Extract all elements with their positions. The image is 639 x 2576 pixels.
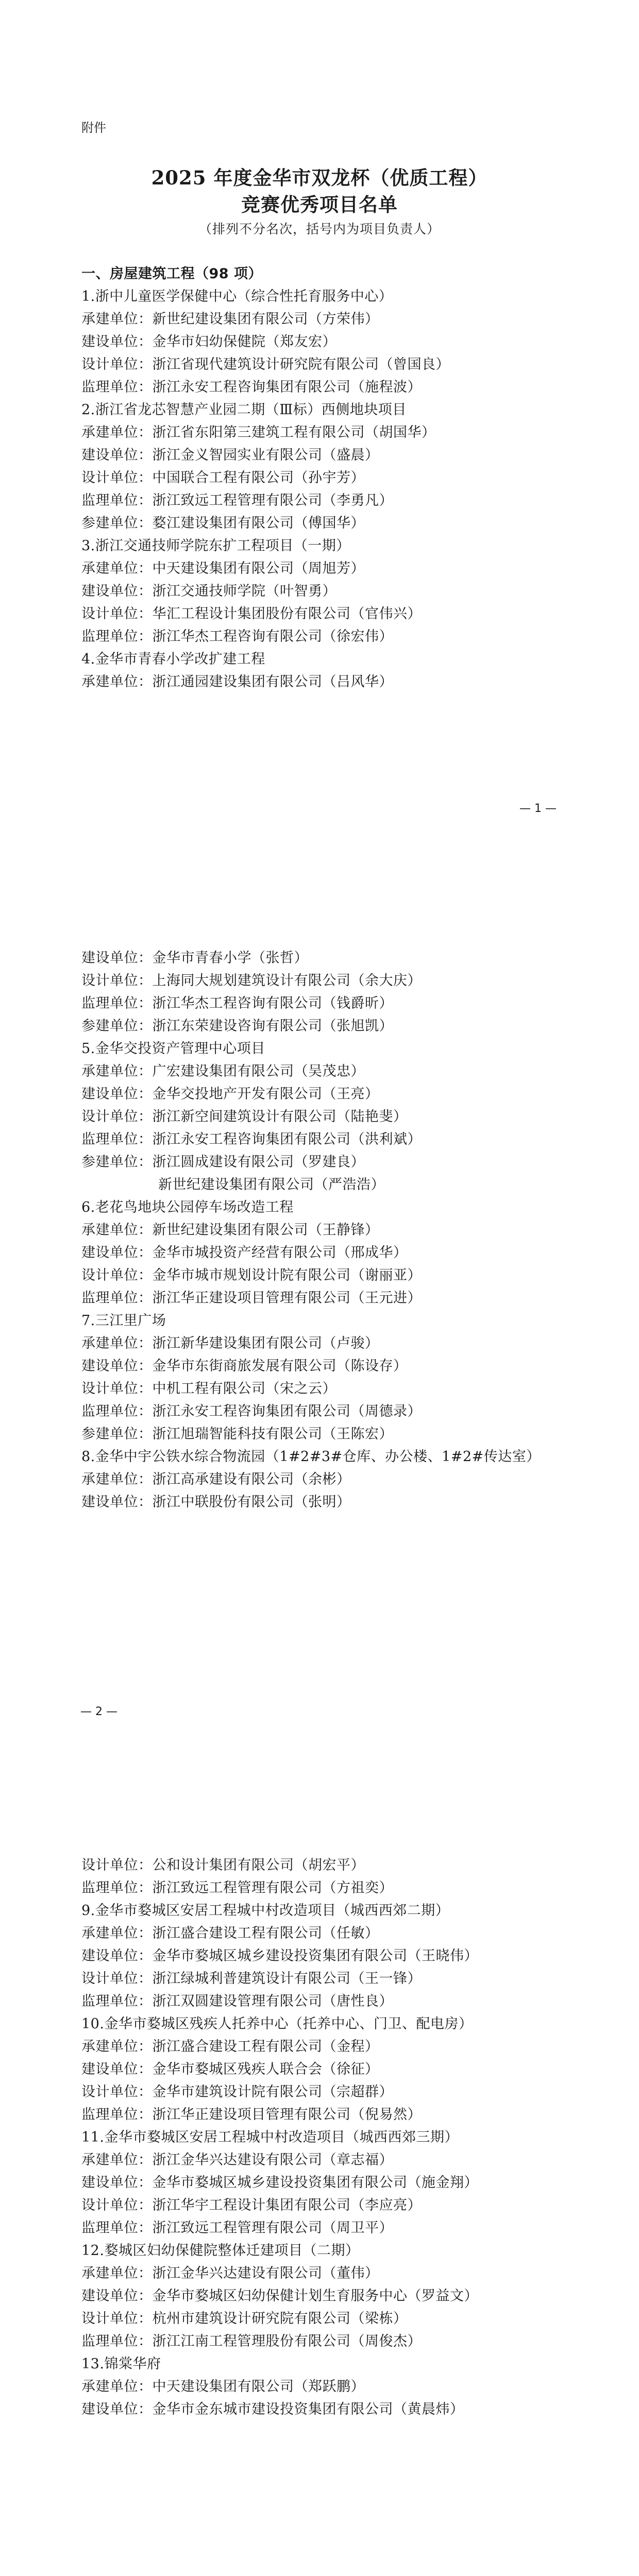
unit-entry: 建设单位：浙江交通技师学院（叶智勇） <box>81 583 337 599</box>
unit-entry: 承建单位：中天建设集团有限公司（周旭芳） <box>81 561 365 577</box>
unit-entry: 建设单位：浙江中联股份有限公司（张明） <box>81 1494 351 1510</box>
unit-entry: 建设单位：金华市婺城区妇幼保健计划生育服务中心（罗益文） <box>81 2288 478 2304</box>
unit-entry: 承建单位：浙江新华建设集团有限公司（卢骏） <box>81 1335 379 1351</box>
project-title: 6.老花鸟地块公园停车场改造工程 <box>81 1199 294 1215</box>
unit-entry: 监理单位：浙江永安工程咨询集团有限公司（洪利斌） <box>81 1131 422 1147</box>
unit-entry: 监理单位：浙江致远工程管理有限公司（方祖奕） <box>81 1880 393 1896</box>
project-title: 5.金华交投资产管理中心项目 <box>81 1041 265 1057</box>
unit-entry: 监理单位：浙江永安工程咨询集团有限公司（周德录） <box>81 1403 422 1419</box>
unit-entry: 设计单位：浙江新空间建筑设计有限公司（陆艳斐） <box>81 1109 408 1125</box>
unit-entry: 承建单位：中天建设集团有限公司（郑跃鹏） <box>81 2379 365 2395</box>
unit-entry: 设计单位：浙江省现代建筑设计研究院有限公司（曾国良） <box>81 357 450 372</box>
document-title-line-2: 竞赛优秀项目名单 <box>241 193 398 216</box>
page-1-body <box>81 263 576 693</box>
unit-entry: 建设单位：金华市婺城区残疾人联合会（徐征） <box>81 2061 379 2077</box>
document-title-line-1: 2025 年度金华市双龙杯（优质工程） <box>151 166 488 189</box>
unit-entry: 承建单位：浙江高承建设有限公司（余彬） <box>81 1471 351 1487</box>
page-number: — 2 — <box>80 1705 117 1718</box>
project-title: 12.婺城区妇幼保健院整体迁建项目（二期） <box>81 2243 360 2259</box>
page-number: — 1 — <box>519 802 557 815</box>
unit-entry: 承建单位：浙江通园建设集团有限公司（吕风华） <box>81 674 393 690</box>
unit-entry: 参建单位：婺江建设集团有限公司（傅国华） <box>81 515 365 531</box>
unit-entry: 承建单位：浙江盛合建设工程有限公司（任敏） <box>81 1925 379 1941</box>
unit-entry: 设计单位：金华市建筑设计院有限公司（宗超群） <box>81 2084 393 2100</box>
unit-entry: 设计单位：中国联合工程有限公司（孙宇芳） <box>81 470 365 486</box>
section-heading: 一、房屋建筑工程（98 项） <box>81 266 262 282</box>
unit-entry: 监理单位：浙江致远工程管理有限公司（李勇凡） <box>81 493 393 509</box>
unit-entry: 建设单位：金华市金东城市建设投资集团有限公司（黄晨炜） <box>81 2401 464 2417</box>
project-title: 3.浙江交通技师学院东扩工程项目（一期） <box>81 538 350 554</box>
unit-entry: 设计单位：上海同大规划建筑设计有限公司（余大庆） <box>81 973 422 989</box>
unit-entry: 设计单位：中机工程有限公司（宋之云） <box>81 1381 337 1397</box>
unit-entry: 建设单位：金华市东街商旅发展有限公司（陈设存） <box>81 1358 408 1374</box>
unit-entry: 监理单位：浙江致远工程管理有限公司（周卫平） <box>81 2220 393 2236</box>
unit-entry-continued: 新世纪建设集团有限公司（严浩浩） <box>158 1177 385 1193</box>
unit-entry: 建设单位：金华市青春小学（张哲） <box>81 950 308 966</box>
unit-entry: 监理单位：浙江华杰工程咨询有限公司（徐宏伟） <box>81 629 393 645</box>
project-title: 1.浙中儿童医学保健中心（综合性托育服务中心） <box>81 289 393 304</box>
unit-entry: 承建单位：浙江金华兴达建设有限公司（章志福） <box>81 2152 393 2168</box>
page-2-body <box>81 947 576 1514</box>
unit-entry: 承建单位：新世纪建设集团有限公司（王静锋） <box>81 1222 379 1238</box>
unit-entry: 参建单位：浙江圆成建设有限公司（罗建良） <box>81 1154 365 1170</box>
unit-entry: 建设单位：金华市婺城区城乡建设投资集团有限公司（施金翔） <box>81 2175 478 2191</box>
unit-entry: 承建单位：浙江盛合建设工程有限公司（金程） <box>81 2039 379 2055</box>
unit-entry: 设计单位：浙江华宇工程设计集团有限公司（李应亮） <box>81 2197 422 2213</box>
document-subtitle: （排列不分名次，括号内为项目负责人） <box>198 222 440 236</box>
page-3-body <box>81 1854 576 2421</box>
unit-entry: 承建单位：新世纪建设集团有限公司（方荣伟） <box>81 311 379 327</box>
unit-entry: 参建单位：浙江东荣建设咨询有限公司（张旭凯） <box>81 1018 393 1034</box>
project-title: 2.浙江省龙芯智慧产业园二期（Ⅲ标）西侧地块项目 <box>81 402 407 418</box>
project-title: 9.金华市婺城区安居工程城中村改造项目（城西西郊二期） <box>81 1903 450 1919</box>
unit-entry: 设计单位：华汇工程设计集团股份有限公司（官伟兴） <box>81 606 422 622</box>
page-3 <box>0 1806 639 2576</box>
unit-entry: 设计单位：杭州市建筑设计研究院有限公司（梁栋） <box>81 2311 408 2327</box>
unit-entry: 设计单位：公和设计集团有限公司（胡宏平） <box>81 1857 365 1873</box>
project-title: 4.金华市青春小学改扩建工程 <box>81 651 265 667</box>
annex-label: 附件 <box>81 121 106 135</box>
project-title: 13.锦棠华府 <box>81 2356 161 2372</box>
unit-entry: 建设单位：金华市妇幼保健院（郑友宏） <box>81 334 337 350</box>
unit-entry: 监理单位：浙江永安工程咨询集团有限公司（施程波） <box>81 379 422 395</box>
unit-entry: 监理单位：浙江华正建设项目管理有限公司（倪易然） <box>81 2107 422 2123</box>
unit-entry: 承建单位：浙江金华兴达建设有限公司（董伟） <box>81 2265 379 2281</box>
unit-entry: 建设单位：金华市城投资产经营有限公司（邢成华） <box>81 1245 408 1261</box>
unit-entry: 监理单位：浙江华正建设项目管理有限公司（王元进） <box>81 1290 422 1306</box>
project-title: 8.金华中宇公铁水综合物流园（1#2#3#仓库、办公楼、1#2#传达室） <box>81 1449 541 1465</box>
unit-entry: 监理单位：浙江华杰工程咨询有限公司（钱爵昕） <box>81 995 393 1011</box>
unit-entry: 参建单位：浙江旭瑞智能科技有限公司（王陈宏） <box>81 1426 393 1442</box>
page-1 <box>0 0 639 903</box>
unit-entry: 承建单位：广宏建设集团有限公司（吴茂忠） <box>81 1063 365 1079</box>
unit-entry: 建设单位：金华交投地产开发有限公司（王亮） <box>81 1086 379 1102</box>
unit-entry: 监理单位：浙江双圆建设管理有限公司（唐性良） <box>81 1993 393 2009</box>
project-title: 11.金华市婺城区安居工程城中村改造项目（城西西郊三期） <box>81 2129 459 2145</box>
unit-entry: 设计单位：浙江绿城利普建筑设计有限公司（王一锋） <box>81 1971 422 1987</box>
project-title: 10.金华市婺城区残疾人托养中心（托养中心、门卫、配电房） <box>81 2016 473 2032</box>
unit-entry: 建设单位：金华市婺城区城乡建设投资集团有限公司（王晓伟） <box>81 1948 478 1964</box>
page-2 <box>0 903 639 1806</box>
unit-entry: 承建单位：浙江省东阳第三建筑工程有限公司（胡国华） <box>81 425 436 440</box>
unit-entry: 设计单位：金华市城市规划设计院有限公司（谢丽亚） <box>81 1267 422 1283</box>
project-title: 7.三江里广场 <box>81 1313 166 1329</box>
unit-entry: 建设单位：浙江金义智园实业有限公司（盛晨） <box>81 447 379 463</box>
unit-entry: 监理单位：浙江江南工程管理股份有限公司（周俊杰） <box>81 2333 422 2349</box>
